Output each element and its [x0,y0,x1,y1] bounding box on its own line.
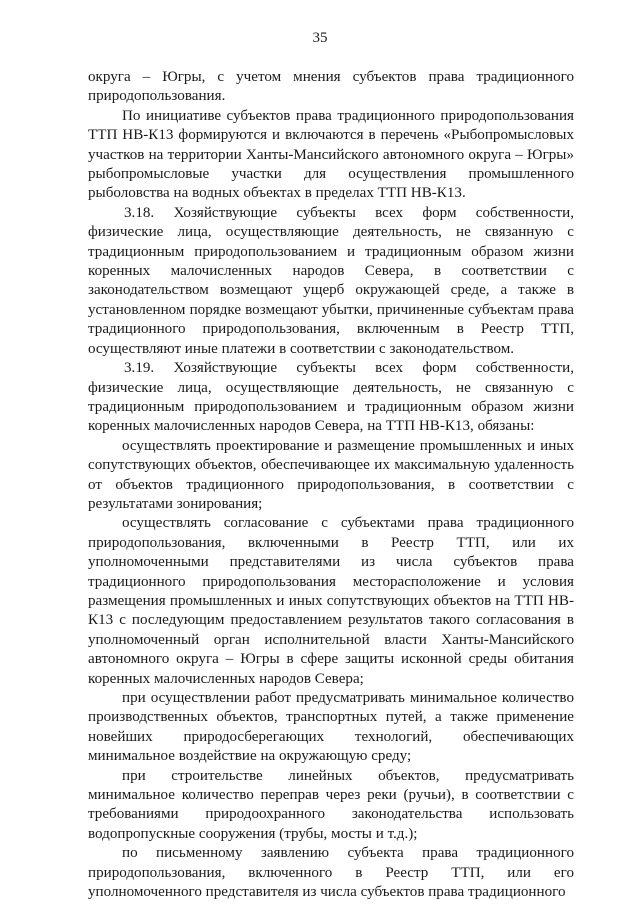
page-number: 35 [312,30,328,46]
obligation-coordination: осуществлять согласование с субъектами права традиционного природопользования, включенными в Реестр ТТП, или их уполномоченными представителями из числа субъектов права традиционного природопользования месторасположение и условия размещения промышленных и иных сопутствующих объектов на ТТП НВ-К13 с последующим предоставлением результатов такого согласования в уполномоченный орган исполнительной власти Ханты-Мансийского автономного округа – Югры в сфере защиты исконной среды обитания коренных малочисленных народов Севера; [88,515,574,687]
paragraph-continuation: округа – Югры, с учетом мнения субъектов права традиционного природопользования. [88,69,574,105]
paragraph-3-18: 3.18. Хозяйствующие субъекты всех форм собственности, физические лица, осуществляющие деятельность, не связанную с традиционным природопользованием и традиционным образом жизни коренных малочисленных народов Севера, в соответствии с законодательством возмещают ущерб окружающей среде, а также в установленном порядке возмещают убытки, причиненные субъектам права традиционного природопользования, включенным в Реестр ТТП, осуществляют иные платежи в соответствии с законодательством. [88,204,574,357]
paragraph-3-19: 3.19. Хозяйствующие субъекты всех форм собственности, физические лица, осуществляющие деятельность, не связанную с традиционным природопользованием и традиционным образом жизни коренных малочисленных народов Севера, на ТТП НВ-К13, обязаны: [88,360,574,435]
paragraph-fishing-plots: По инициативе субъектов права традиционного природопользования ТТП НВ-К13 формируются и включаются в перечень «Рыбопромысловых участков на территории Ханты-Мансийского автономного округа – Югры» рыбопромысловые участки для осуществления промышленного рыболовства на водных объектах в пределах ТТП НВ-К13. [88,107,574,202]
obligation-linear-objects: при строительстве линейных объектов, предусматривать минимальное количество переправ через реки (ручьи), в соответствии с требованиями природоохранного законодательства использовать водопропускные сооружения (трубы, мосты и т.д.); [88,767,574,842]
obligation-minimal-objects: при осуществлении работ предусматривать минимальное количество производственных объектов, транспортных путей, а также применение новейших природосберегающих технологий, обеспечивающих минимальное воздействие на окружающую среду; [88,690,574,765]
document-body [88,68,574,902]
obligation-written-request: по письменному заявлению субъекта права традиционного природопользования, включенного в Реестр ТТП, или его уполномоченного представителя из числа субъектов права традиционного [88,845,574,901]
obligation-design-placement: осуществлять проектирование и размещение промышленных и иных сопутствующих объектов, обеспечивающее их максимальную удаленность от объектов традиционного природопользования, в соответствии с результатами зонирования; [88,437,574,512]
